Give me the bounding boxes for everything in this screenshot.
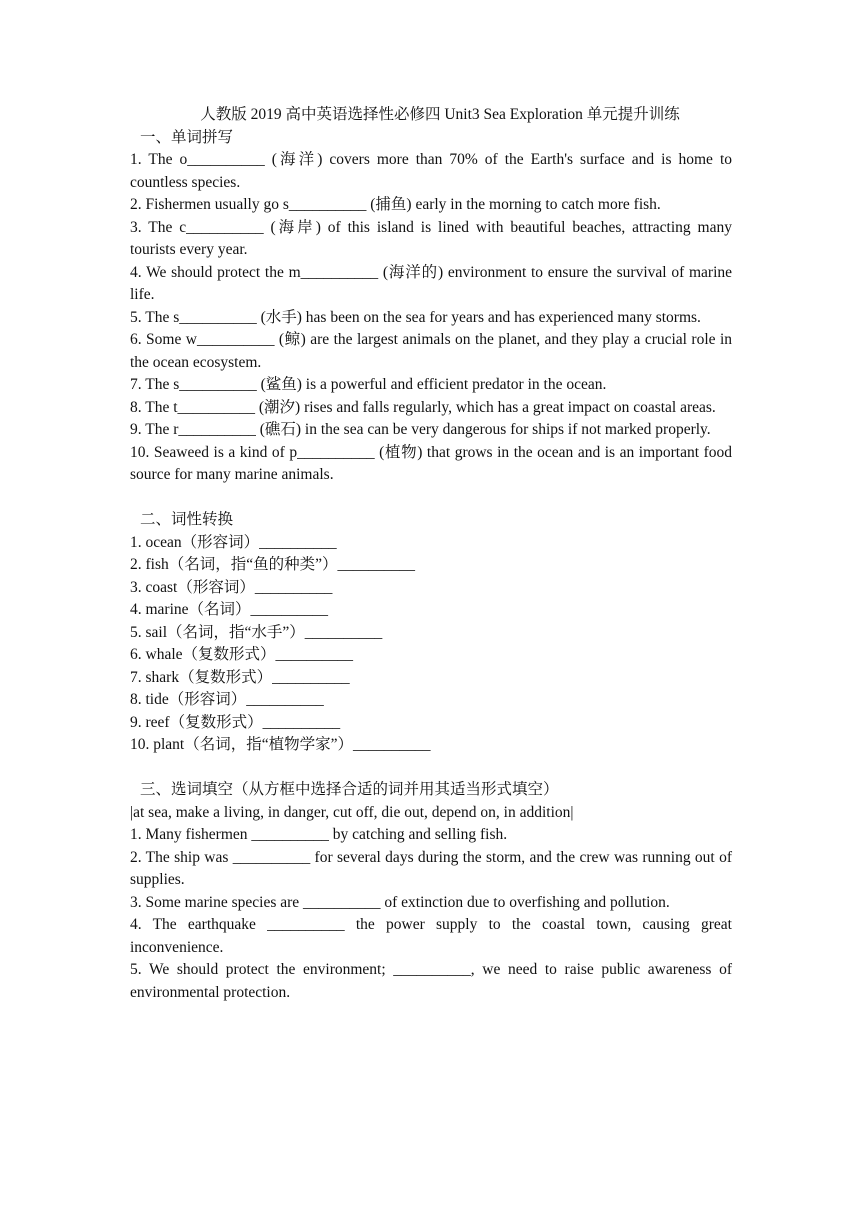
exercise-item: 10. plant（名词，指“植物学家”）__________ [130, 736, 431, 753]
section-1-heading: 一、单词拼写 [140, 128, 234, 146]
exercise-item: 5. We should protect the environment; __________, we need to raise public awareness of environmental protection. [130, 961, 732, 1001]
exercise-item: 8. tide（形容词）__________ [130, 691, 324, 708]
exercise-item: 6. whale（复数形式）__________ [130, 646, 354, 663]
exercise-item: 8. The t__________ (潮汐) rises and falls regularly, which has a great impact on coastal areas. [130, 398, 716, 416]
exercise-item: 4. We should protect the m__________ (海洋的) environment to ensure the survival of marine life. [130, 263, 732, 303]
section-2-heading: 二、词性转换 [140, 511, 234, 528]
spacer [130, 487, 732, 510]
exercise-item: 9. The r__________ (礁石) in the sea can be very dangerous for ships if not marked properly. [130, 421, 711, 438]
section-1-items [130, 149, 732, 487]
exercise-item: 1. Many fishermen __________ by catching and selling fish. [130, 826, 508, 843]
exercise-item: 3. The c__________ (海岸) of this island is lined with beautiful beaches, attracting many tourists every year. [130, 218, 732, 258]
exercise-item: 10. Seaweed is a kind of p__________ (植物) that grows in the ocean and is an important food source for many marine animals. [130, 443, 732, 483]
section-3-items [130, 824, 732, 1004]
word-box: |at sea, make a living, in danger, cut off, die out, depend on, in addition| [130, 803, 574, 821]
exercise-item: 1. The o__________ (海洋) covers more than 70% of the Earth's surface and is home to countless species. [130, 151, 732, 191]
section-2-items [130, 532, 732, 757]
exercise-item: 1. ocean（形容词）__________ [130, 533, 337, 551]
exercise-item: 5. sail（名词，指“水手”）__________ [130, 623, 383, 641]
document-page [130, 104, 732, 1004]
section-3-heading: 三、选词填空（从方框中选择合适的词并用其适当形式填空） [140, 781, 559, 798]
exercise-item: 7. The s__________ (鲨鱼) is a powerful and efficient predator in the ocean. [130, 376, 607, 393]
exercise-item: 2. fish（名词，指“鱼的种类”）__________ [130, 556, 416, 573]
spacer [130, 757, 732, 780]
exercise-item: 7. shark（复数形式）__________ [130, 668, 350, 686]
exercise-item: 4. marine（名词）__________ [130, 601, 329, 618]
exercise-item: 2. Fishermen usually go s__________ (捕鱼) early in the morning to catch more fish. [130, 196, 661, 213]
exercise-item: 2. The ship was __________ for several days during the storm, and the crew was running out of supplies. [130, 848, 732, 888]
exercise-item: 3. Some marine species are __________ of extinction due to overfishing and pollution. [130, 893, 670, 911]
exercise-item: 5. The s__________ (水手) has been on the sea for years and has experienced many storms. [130, 308, 701, 326]
exercise-item: 4. The earthquake __________ the power supply to the coastal town, causing great inconvenience. [130, 916, 732, 956]
exercise-item: 3. coast（形容词）__________ [130, 578, 333, 596]
document-title: 人教版 2019 高中英语选择性必修四 Unit3 Sea Exploration 单元提升训练 [200, 106, 680, 123]
exercise-item: 6. Some w__________ (鲸) are the largest animals on the planet, and they play a crucial role in the ocean ecosystem. [130, 331, 732, 371]
exercise-item: 9. reef（复数形式）__________ [130, 713, 341, 731]
